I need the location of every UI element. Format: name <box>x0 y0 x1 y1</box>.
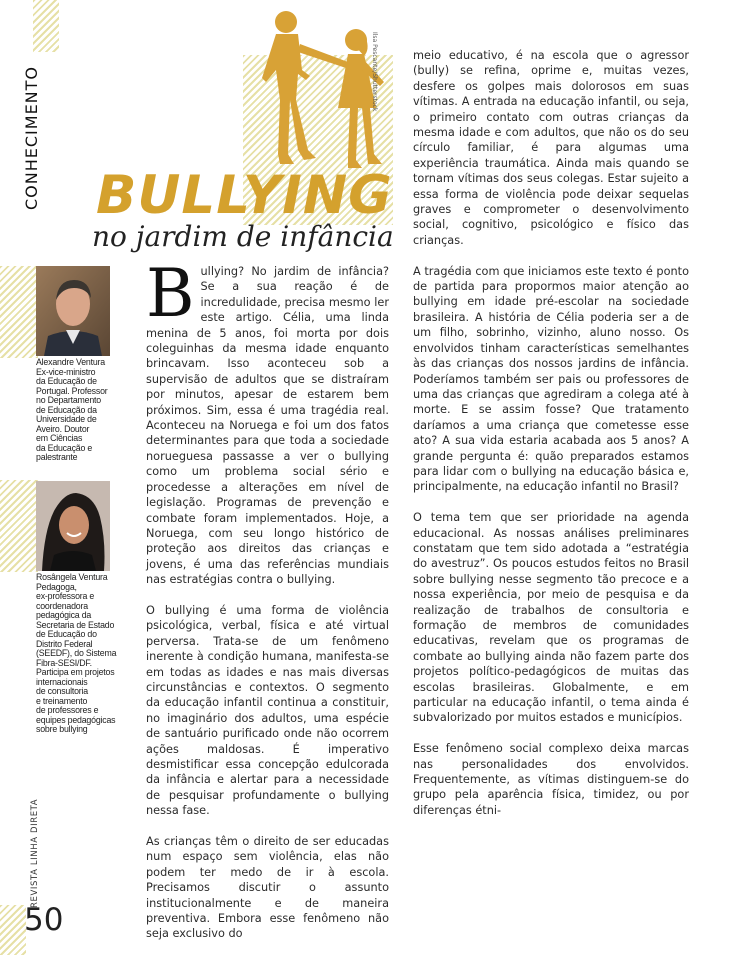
stripe-author-2 <box>0 480 38 572</box>
author-photo-alexandre <box>36 266 110 356</box>
article-title: BULLYING <box>96 165 393 226</box>
article-column-1 <box>146 255 389 957</box>
article-paragraph: As crianças têm o direito de ser educadas num espaço sem violência, elas não podem ter medo de ir à escola. Precisamos discutir o assunto institucionalmente e de maneira preventiva. Embora esse fenômeno não seja exclusivo do <box>146 835 389 941</box>
author-photo-rosangela <box>36 481 110 571</box>
section-label: CONHECIMENTO <box>22 65 41 210</box>
article-subtitle: no jardim de infância <box>92 220 394 253</box>
drop-cap: B <box>146 255 195 332</box>
article-column-2 <box>413 48 689 834</box>
author-bio-rosangela: Rosângela Ventura Pedagoga, ex-professora e coordenadora pedagógica da Secretaria de Estado de Educação do Distrito Federal (SEEDF), do Sistema Fibra-SESI/DF. Participa em projetos internacionais de consultoria e treinamento de professores e equipes pedagógicas sobre bullying <box>36 572 117 734</box>
article-paragraph: O tema tem que ser prioridade na agenda educacional. As nossas análises preliminares constatam que tem sido adotada a “estratégia do avestruz”. Os poucos estudos feitos no Brasil sobre bullying nesse segmento tão precoce e a nossa experiência, por meio de pesquisa e da realização de trabalhos de consultoria e formação de membros de comunidades educativas, revelam que os programas de combate ao bullying ainda não fazem parte dos projetos político-pedagógicos de muitas das escolas brasileiras. Globalmente, e em particular na educação infantil, o tema ainda é subvalorizado por muitos estados e municípios. <box>413 511 689 725</box>
article-paragraph: O bullying é uma forma de violência psicológica, verbal, física e até virtual perversa. Trata-se de um fenômeno inerente à condição humana, manifesta-se em todas as idades e nas mais diversas circunstâncias e contextos. O segmento da educação infantil continua a constituir, no imaginário dos adultos, uma espécie de santuário purificado onde não ocorrem ações maldosas. É imperativo desmistificar essa concepção edulcorada da infância e alertar para a necessidade de pesquisar profundamente o bullying nessa fase. <box>146 603 389 818</box>
article-paragraph: Bullying? No jardim de infância? Se a sua reação é de incredulidade, precisa mesmo ler este artigo. Célia, uma linda menina de 5 anos, foi morta por dois coleguinhas da mesma idade enquanto brincavam. Isso aconteceu sob a supervisão de adultos que se distraíram por minutos, apesar de estarem bem próximos. Sim, essa é uma tragédia real. Aconteceu na Noruega e foi um dos fatos determinantes para que toda a sociedade norueguesa passasse a ver o bullying como um problema social sério e procedesse a alterações em nível de legislação. Programas de prevenção e combate foram implementados. Hoje, a Noruega, com seu longo histórico de proteção aos direitos das crianças e jovens, é uma das referências mundiais nas estratégias contra o bullying. <box>146 255 389 587</box>
article-paragraph: A tragédia com que iniciamos este texto é ponto de partida para propormos maior atenção ao bullying em idade pré-escolar na sociedade brasileira. A história de Célia poderia ser a de um filho, sobrinho, vizinho, aluno nosso. Os envolvidos tinham características semelhantes às das crianças dos nossos jardins de infância. Poderíamos também ser pais ou professores de uma das crianças que agrediram a colega até à morte. E se assim fosse? Que tratamento daríamos a uma criança que cometesse esse ato? A sua vida estaria acabada aos 5 anos? A grande pergunta é: quão preparados estamos para lidar com o bullying na educação básica e, principalmente, na educação infantil no Brasil? <box>413 264 689 494</box>
photo-credit: Ilsa Pescante/Shutterstock <box>371 32 378 112</box>
author-bio-alexandre: Alexandre Ventura Ex-vice-ministro da Educação de Portugal. Professor no Departamento de Educação da Universidade de Aveiro. Doutor em Ciências da Educação e palestrante <box>36 357 108 462</box>
article-paragraph: meio educativo, é na escola que o agressor (bully) se refina, oprime e, muitas vezes, desfere os golpes mais dolorosos em suas vítimas. A entrada na educação infantil, ou seja, o primeiro contato com outras crianças da mesma idade e com adultos, que não os do seu círculo familiar, é para algumas uma experiência traumática. Ainda mais quando se tornam vítimas dos seus colegas. Estar sujeito a essa forma de violência pode deixar sequelas graves e comprometer o desenvolvimento social, cognitivo, psicológico e físico das crianças. <box>413 49 689 247</box>
stripe-author-1 <box>0 266 38 358</box>
page-number: 50 <box>24 902 64 938</box>
magazine-label: REVISTA LINHA DIRETA <box>30 798 40 908</box>
article-paragraph: Esse fenômeno social complexo deixa marcas nas personalidades dos envolvidos. Frequentemente, as vítimas distinguem-se do grupo pela aparência física, timidez, ou por diferenças étni- <box>413 742 689 817</box>
stripe-bottom-left <box>0 905 26 955</box>
children-silhouette-image <box>250 4 390 182</box>
